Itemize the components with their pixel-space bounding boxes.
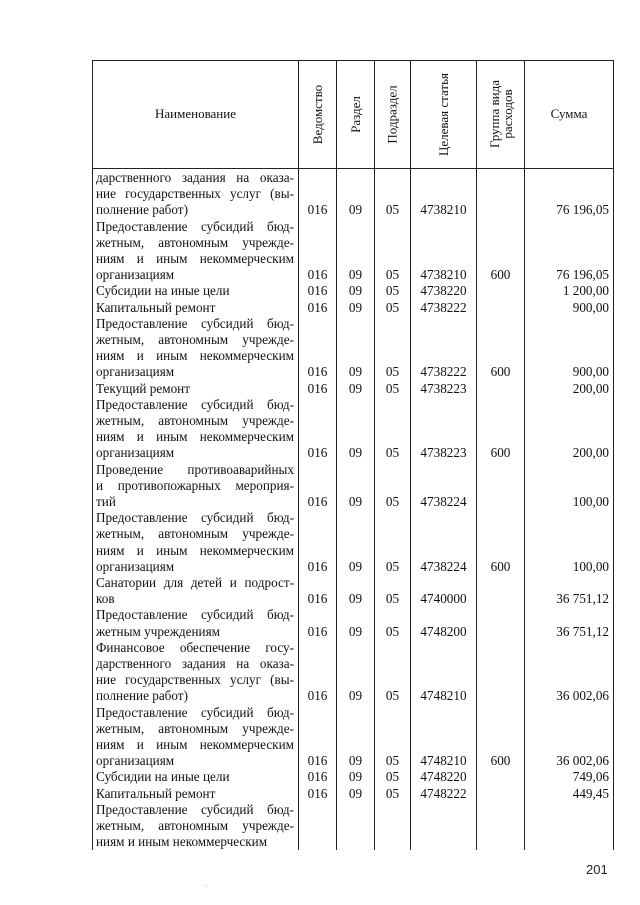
row-ved: 016 xyxy=(307,623,328,639)
row-podr: 05 xyxy=(385,380,400,396)
row-name xyxy=(96,769,294,785)
row-name-line: Предоставление субсидий бюд- xyxy=(96,218,294,234)
row-name xyxy=(96,462,294,511)
row-cs: 4748210 xyxy=(420,753,467,769)
row-sum: 900,00 xyxy=(572,364,609,380)
row-name xyxy=(96,510,294,575)
row-podr: 05 xyxy=(385,267,400,283)
row-name-line: жетным, автономным учрежде- xyxy=(96,413,294,428)
row-podr: 05 xyxy=(385,785,400,801)
row-vr: 600 xyxy=(490,445,511,461)
row-podr: 05 xyxy=(385,591,400,607)
row-sum: 200,00 xyxy=(572,380,609,396)
row-name-line: полнение работ) xyxy=(96,202,188,218)
row-cs: 4738210 xyxy=(420,202,467,218)
row-name-line: организациям xyxy=(96,445,175,461)
row-razd: 09 xyxy=(348,785,363,801)
row-sum: 36 751,12 xyxy=(556,591,609,607)
row-name-line: ниям и иным некоммерческим xyxy=(96,429,294,445)
row-vr: 600 xyxy=(490,267,511,283)
row-razd: 09 xyxy=(348,591,363,607)
row-name-line: Капитальный ремонт xyxy=(96,299,216,315)
row-name-line: полнение работ) xyxy=(96,688,188,704)
row-name xyxy=(96,607,294,639)
header-group-line-2: расходов xyxy=(499,89,515,139)
row-name-line: и противопожарных мероприя- xyxy=(96,477,294,493)
header-sum-label: Сумма xyxy=(550,106,588,121)
row-name-line: жетным, автономным учрежде- xyxy=(96,818,294,833)
row-cs: 4740000 xyxy=(420,591,467,607)
header-target xyxy=(411,60,476,168)
row-razd: 09 xyxy=(348,283,363,299)
row-name-line: дарственного задания на оказа- xyxy=(96,170,294,185)
row-sum: 100,00 xyxy=(572,558,609,574)
row-ved: 016 xyxy=(307,785,328,801)
row-name xyxy=(96,397,294,462)
row-name-line: ниям и иным некоммерческим xyxy=(96,348,294,364)
row-razd: 09 xyxy=(348,494,363,509)
row-name-line: ков xyxy=(96,591,115,607)
row-name xyxy=(96,705,294,770)
row-name-line: Санатории для детей и подрост- xyxy=(96,575,294,590)
row-name-line: тий xyxy=(96,494,116,509)
row-podr: 05 xyxy=(385,558,400,574)
row-ved: 016 xyxy=(307,688,328,704)
row-razd: 09 xyxy=(348,769,363,785)
scan-speck: · xyxy=(205,882,208,891)
table-left-border xyxy=(92,60,93,850)
row-name xyxy=(96,640,294,705)
row-ved: 016 xyxy=(307,494,328,509)
row-razd: 09 xyxy=(348,753,363,769)
row-name-line: жетным, автономным учрежде- xyxy=(96,332,294,347)
row-sum: 749,06 xyxy=(572,769,609,785)
row-name-line: организациям xyxy=(96,364,175,380)
row-cs: 4738223 xyxy=(420,445,467,461)
row-name xyxy=(96,300,294,316)
row-ved: 016 xyxy=(307,380,328,396)
header-group-label xyxy=(488,80,514,148)
row-razd: 09 xyxy=(348,267,363,283)
row-razd: 09 xyxy=(348,558,363,574)
row-podr: 05 xyxy=(385,283,400,299)
row-name-line: Предоставление субсидий бюд- xyxy=(96,315,294,331)
row-ved: 016 xyxy=(307,769,328,785)
row-name-line: организациям xyxy=(96,267,175,283)
row-sum: 76 196,05 xyxy=(556,267,609,283)
row-name-line: Предоставление субсидий бюд- xyxy=(96,801,294,817)
row-name-line: ниям и иным некоммерческим xyxy=(96,542,294,558)
row-cs: 4748200 xyxy=(420,623,467,639)
row-razd: 09 xyxy=(348,364,363,380)
row-podr: 05 xyxy=(385,769,400,785)
row-name-line: Финансовое обеспечение госу- xyxy=(96,639,294,655)
row-name-line: ниям и иным некоммерческим xyxy=(96,737,294,752)
header-sum xyxy=(525,60,613,168)
row-ved: 016 xyxy=(307,445,328,461)
row-cs: 4748210 xyxy=(420,688,467,704)
row-name xyxy=(96,170,294,219)
row-podr: 05 xyxy=(385,202,400,218)
table-right-border xyxy=(613,60,614,850)
row-sum: 449,45 xyxy=(572,785,609,801)
row-vr: 600 xyxy=(490,753,511,769)
row-name-line: ниям и иным некоммерческим xyxy=(96,251,294,266)
row-name xyxy=(96,316,294,381)
row-name-line: жетным, автономным учрежде- xyxy=(96,234,294,250)
row-razd: 09 xyxy=(348,623,363,639)
row-podr: 05 xyxy=(385,299,400,315)
row-cs: 4738223 xyxy=(420,380,467,396)
header-section-label: Раздел xyxy=(348,95,363,133)
row-cs: 4738224 xyxy=(420,494,467,509)
row-ved: 016 xyxy=(307,299,328,315)
row-name-line: Проведение противоаварийных xyxy=(96,461,294,477)
header-ministry xyxy=(299,60,336,168)
row-sum: 76 196,05 xyxy=(556,202,609,218)
row-podr: 05 xyxy=(385,364,400,380)
header-section xyxy=(337,60,374,168)
row-ved: 016 xyxy=(307,558,328,574)
row-razd: 09 xyxy=(348,202,363,218)
header-target-label: Целевая статья xyxy=(436,72,452,156)
row-name-line: ние государственных услуг (вы- xyxy=(96,672,294,688)
row-cs: 4738224 xyxy=(420,558,467,574)
row-razd: 09 xyxy=(348,445,363,461)
row-podr: 05 xyxy=(385,688,400,704)
row-cs: 4738220 xyxy=(420,283,467,299)
row-ved: 016 xyxy=(307,283,328,299)
row-ved: 016 xyxy=(307,591,328,607)
row-ved: 016 xyxy=(307,364,328,380)
row-ved: 016 xyxy=(307,202,328,218)
header-ministry-label: Ведомство xyxy=(310,84,325,144)
row-cs: 4738222 xyxy=(420,299,467,315)
row-name-line: жетным учреждениям xyxy=(96,623,220,639)
row-sum: 36 002,06 xyxy=(556,688,609,704)
row-name-line: Капитальный ремонт xyxy=(96,785,216,801)
row-name-line: Предоставление субсидий бюд- xyxy=(96,396,294,412)
row-vr: 600 xyxy=(490,364,511,380)
row-razd: 09 xyxy=(348,688,363,704)
row-name-line: Предоставление субсидий бюд- xyxy=(96,510,294,526)
row-razd: 09 xyxy=(348,380,363,396)
row-name xyxy=(96,802,294,851)
row-name-line: жетным, автономным учрежде- xyxy=(96,526,294,542)
row-podr: 05 xyxy=(385,623,400,639)
row-name xyxy=(96,219,294,284)
header-group-line-1: Группа вида xyxy=(486,80,502,148)
row-name xyxy=(96,575,294,607)
row-name-line: организациям xyxy=(96,753,175,769)
row-vr: 600 xyxy=(490,558,511,574)
header-subsection xyxy=(375,60,410,168)
row-sum: 36 002,06 xyxy=(556,753,609,769)
row-sum: 1 200,00 xyxy=(562,283,609,299)
row-sum: 36 751,12 xyxy=(556,623,609,639)
row-ved: 016 xyxy=(307,753,328,769)
row-name-line: ние государственных услуг (вы- xyxy=(96,186,294,202)
row-sum: 100,00 xyxy=(572,494,609,509)
row-name-line: дарственного задания на оказа- xyxy=(96,656,294,671)
page-number: 201 xyxy=(586,862,608,877)
row-name-line: Предоставление субсидий бюд- xyxy=(96,607,294,623)
row-name-line: Субсидии на иные цели xyxy=(96,769,230,785)
row-podr: 05 xyxy=(385,494,400,509)
row-podr: 05 xyxy=(385,753,400,769)
row-name-line: Субсидии на иные цели xyxy=(96,283,230,299)
row-name-line: ниям и иным некоммерческим xyxy=(96,834,268,850)
row-cs: 4738210 xyxy=(420,267,467,283)
header-group xyxy=(477,60,524,168)
header-name-label: Наименование xyxy=(155,106,236,121)
row-name xyxy=(96,381,294,397)
row-cs: 4748222 xyxy=(420,785,467,801)
row-name-line: жетным, автономным учрежде- xyxy=(96,720,294,736)
row-cs: 4738222 xyxy=(420,364,467,380)
row-sum: 200,00 xyxy=(572,445,609,461)
row-ved: 016 xyxy=(307,267,328,283)
row-podr: 05 xyxy=(385,445,400,461)
row-razd: 09 xyxy=(348,299,363,315)
row-name xyxy=(96,283,294,299)
row-name-line: организациям xyxy=(96,558,175,574)
row-cs: 4748220 xyxy=(420,769,467,785)
row-name xyxy=(96,786,294,802)
row-name-line: Предоставление субсидий бюд- xyxy=(96,704,294,720)
header-name xyxy=(93,60,298,168)
row-name-line: Текущий ремонт xyxy=(96,380,190,396)
row-sum: 900,00 xyxy=(572,299,609,315)
header-bottom-border xyxy=(92,168,614,169)
header-subsection-label: Подраздел xyxy=(385,84,401,144)
